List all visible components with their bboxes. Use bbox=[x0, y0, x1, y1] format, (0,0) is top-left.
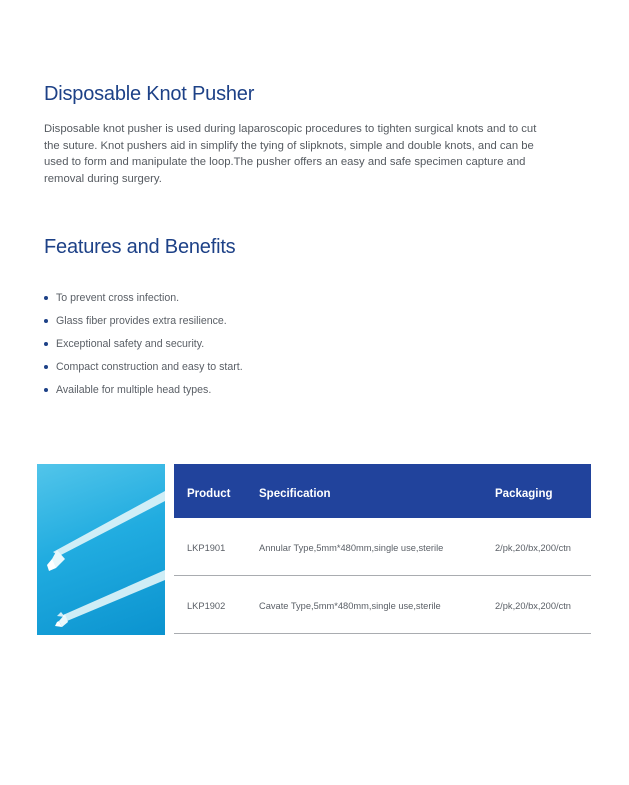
cell-product: LKP1902 bbox=[187, 601, 226, 611]
features-title: Features and Benefits bbox=[44, 236, 236, 258]
features-list bbox=[44, 290, 243, 405]
cell-specification: Cavate Type,5mm*480mm,single use,sterile bbox=[259, 601, 441, 611]
bullet-icon bbox=[44, 296, 48, 300]
cell-specification: Annular Type,5mm*480mm,single use,sterile bbox=[259, 543, 444, 553]
header-packaging: Packaging bbox=[495, 488, 553, 500]
bullet-icon bbox=[44, 365, 48, 369]
bullet-icon bbox=[44, 342, 48, 346]
product-image bbox=[37, 464, 165, 635]
feature-item: Available for multiple head types. bbox=[44, 382, 243, 405]
knot-pusher-illustration bbox=[37, 464, 165, 635]
table-header bbox=[174, 464, 591, 518]
feature-item: Exceptional safety and security. bbox=[44, 336, 243, 359]
bullet-icon bbox=[44, 388, 48, 392]
feature-item: Compact construction and easy to start. bbox=[44, 359, 243, 382]
spec-table bbox=[174, 464, 591, 634]
table-row bbox=[174, 576, 591, 634]
cell-packaging: 2/pk,20/bx,200/ctn bbox=[495, 601, 571, 611]
table-row bbox=[174, 518, 591, 576]
feature-item: To prevent cross infection. bbox=[44, 290, 243, 313]
product-description: Disposable knot pusher is used during laparoscopic procedures to tighten surgical knots and to cut the suture. Knot pushers aid in simplify the tying of slipknots, simple and double knots, and can be used to form and manipulate the loop.The pusher offers an easy and safe specimen capture and removal during surgery. bbox=[44, 123, 537, 185]
cell-product: LKP1901 bbox=[187, 543, 226, 553]
header-product: Product bbox=[187, 488, 231, 500]
cell-packaging: 2/pk,20/bx,200/ctn bbox=[495, 543, 571, 553]
feature-item: Glass fiber provides extra resilience. bbox=[44, 313, 243, 336]
bullet-icon bbox=[44, 319, 48, 323]
product-title: Disposable Knot Pusher bbox=[44, 83, 255, 105]
header-specification: Specification bbox=[259, 488, 331, 500]
